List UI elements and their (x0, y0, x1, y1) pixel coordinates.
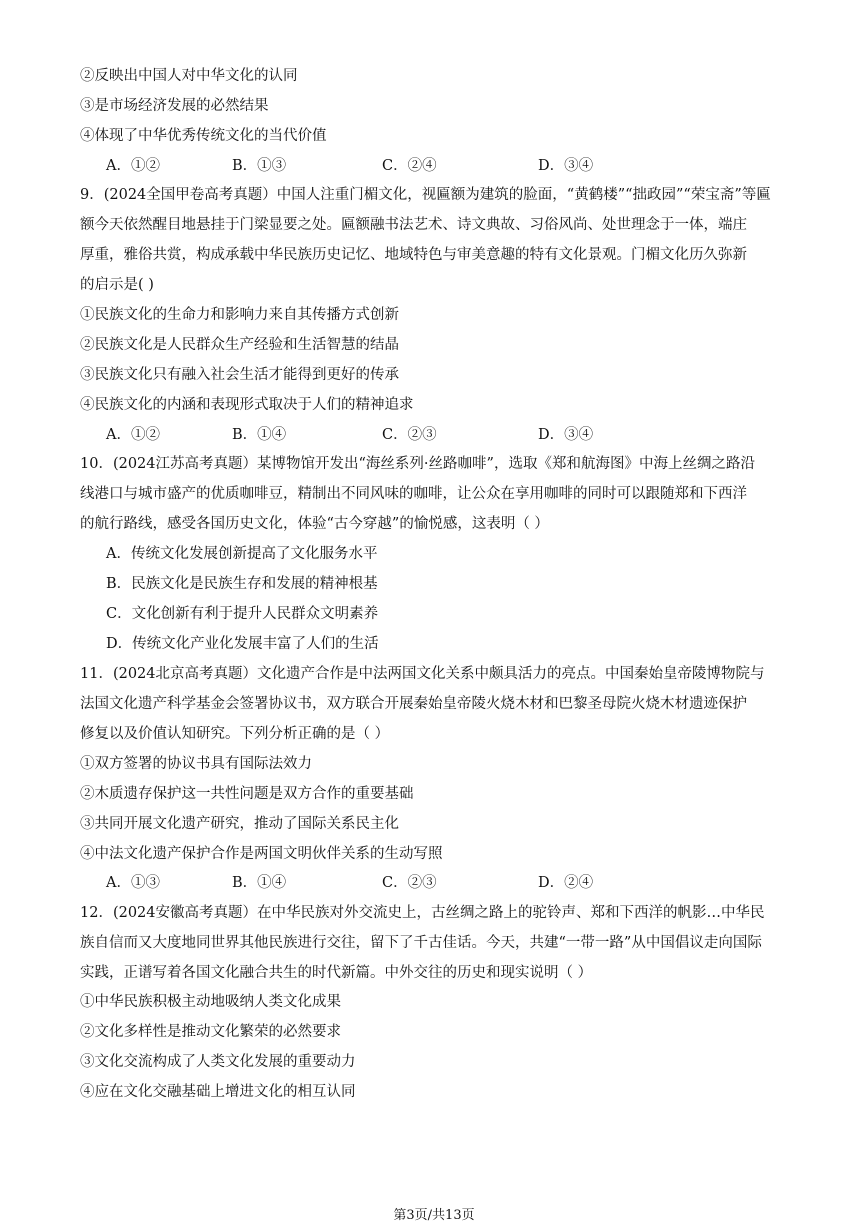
q10-choice-c[interactable]: C．文化创新有利于提升人民群众文明素养 (106, 606, 379, 622)
q11-stem-line-3: 修复以及价值认知研究。下列分析正确的是（ ） (80, 726, 390, 742)
q10-choice-b[interactable]: B．民族文化是民族生存和发展的精神根基 (106, 576, 378, 592)
q11-item-2: ②木质遗存保护这一共性问题是双方合作的重要基础 (80, 786, 414, 802)
q8-item-3: ③是市场经济发展的必然结果 (80, 98, 269, 114)
q8-item-4: ④体现了中华优秀传统文化的当代价值 (80, 128, 327, 144)
q10-stem-line-2: 线港口与城市盛产的优质咖啡豆，精制出不同风味的咖啡，让公众在享用咖啡的同时可以跟随郑和下西洋 (80, 486, 747, 502)
q9-item-1: ①民族文化的生命力和影响力来自其传播方式创新 (80, 307, 399, 323)
q9-options (106, 425, 786, 445)
q12-item-1: ①中华民族积极主动地吸纳人类文化成果 (80, 994, 341, 1010)
q11-stem-line-2: 法国文化遗产科学基金会签署协议书，双方联合开展秦始皇帝陵火烧木材和巴黎圣母院火烧木材遗迹保护 (80, 696, 747, 712)
q10-stem-line-1: 10．(2024江苏高考真题）某博物馆开发出“海丝系列·丝路咖啡”，选取《郑和航海图》中海上丝绸之路沿 (80, 456, 755, 472)
q11-option-d[interactable]: D．②④ (538, 875, 594, 891)
q9-stem-line-3: 厚重，雅俗共赏，构成承载中华民族历史记忆、地域特色与审美意趣的特有文化景观。门楣文化历久弥新 (80, 247, 747, 263)
q9-item-3: ③民族文化只有融入社会生活才能得到更好的传承 (80, 367, 399, 383)
q9-option-c[interactable]: C．②③ (382, 427, 437, 443)
q8-option-d[interactable]: D．③④ (538, 158, 594, 174)
q9-stem-line-4: 的启示是( ) (80, 277, 154, 293)
q11-item-3: ③共同开展文化遗产研究，推动了国际关系民主化 (80, 816, 399, 832)
q9-stem-line-2: 额今天依然醒目地悬挂于门梁显要之处。匾额融书法艺术、诗文典故、习俗风尚、处世理念于一体，端庄 (80, 217, 747, 233)
q11-option-a[interactable]: A．①③ (106, 875, 160, 891)
q8-option-c[interactable]: C．②④ (382, 158, 437, 174)
q11-options (106, 873, 786, 893)
q9-option-d[interactable]: D．③④ (538, 427, 594, 443)
q12-stem-line-3: 实践，正谱写着各国文化融合共生的时代新篇。中外交往的历史和现实说明（ ） (80, 965, 593, 981)
q10-stem-line-3: 的航行路线，感受各国历史文化，体验“古今穿越”的愉悦感，这表明（ ） (80, 516, 549, 532)
page-number: 第3页/共13页 (393, 1208, 475, 1223)
q9-option-a[interactable]: A．①② (106, 427, 160, 443)
q11-item-1: ①双方签署的协议书具有国际法效力 (80, 756, 312, 772)
q10-choice-d[interactable]: D．传统文化产业化发展丰富了人们的生活 (106, 636, 379, 652)
q12-item-3: ③文化交流构成了人类文化发展的重要动力 (80, 1054, 356, 1070)
q8-options (106, 156, 786, 176)
q11-option-c[interactable]: C．②③ (382, 875, 437, 891)
q11-item-4: ④中法文化遗产保护合作是两国文明伙伴关系的生动写照 (80, 846, 443, 862)
q9-item-4: ④民族文化的内涵和表现形式取决于人们的精神追求 (80, 397, 414, 413)
q11-option-b[interactable]: B．①④ (232, 875, 287, 891)
q8-option-b[interactable]: B．①③ (232, 158, 287, 174)
q9-item-2: ②民族文化是人民群众生产经验和生活智慧的结晶 (80, 337, 399, 353)
q9-stem-line-1: 9．(2024全国甲卷高考真题）中国人注重门楣文化，视匾额为建筑的脸面，“黄鹤楼”“拙政园”“荣宝斋”等匾 (80, 187, 771, 203)
q11-stem-line-1: 11．(2024北京高考真题）文化遗产合作是中法两国文化关系中颇具活力的亮点。中国秦始皇帝陵博物院与 (80, 666, 765, 682)
q8-item-2: ②反映出中国人对中华文化的认同 (80, 68, 298, 84)
q9-option-b[interactable]: B．①④ (232, 427, 287, 443)
q12-stem-line-2: 族自信而又大度地同世界其他民族进行交往，留下了千古佳话。今天，共建“一带一路”从中国倡议走向国际 (80, 935, 762, 951)
q8-option-a[interactable]: A．①② (106, 158, 160, 174)
q12-item-4: ④应在文化交融基础上增进文化的相互认同 (80, 1084, 356, 1100)
q12-stem-line-1: 12．(2024安徽高考真题）在中华民族对外交流史上，古丝绸之路上的驼铃声、郑和下西洋的帆影…中华民 (80, 905, 765, 921)
q10-choice-a[interactable]: A．传统文化发展创新提高了文化服务水平 (106, 546, 378, 562)
q12-item-2: ②文化多样性是推动文化繁荣的必然要求 (80, 1024, 341, 1040)
